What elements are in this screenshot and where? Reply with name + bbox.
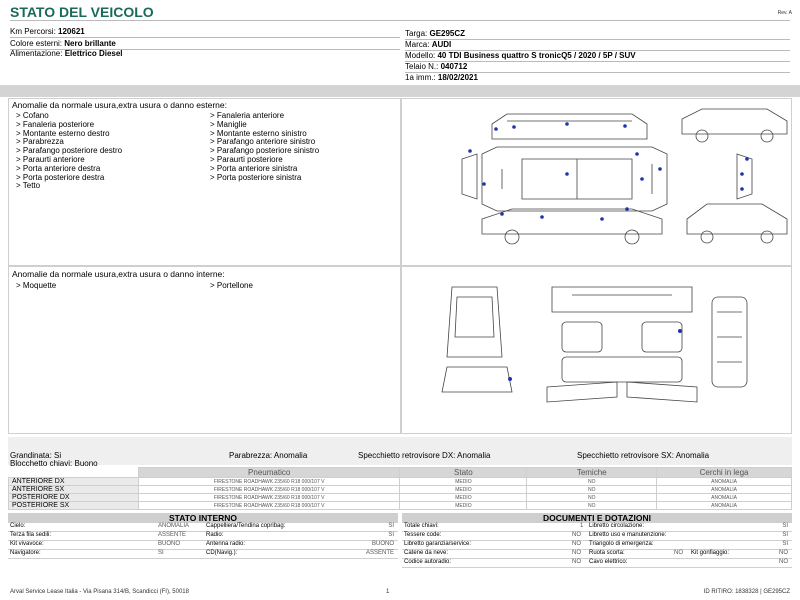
tyres-table (8, 467, 792, 510)
document-label: Catene da neve: (404, 550, 449, 556)
tyre-position: ANTERIORE SX (9, 486, 139, 494)
list-item: > Portellone (210, 281, 253, 290)
documents-table (402, 523, 792, 568)
header-cell: Stato (400, 468, 527, 478)
document-label: Tessere code: (404, 532, 442, 538)
model-label: Modello: (405, 51, 436, 60)
document-value: SI (782, 532, 788, 538)
km-label: Km Percorsi: (10, 27, 56, 36)
internal-anomalies-title: Anomalie da normale usura,extra usura o danno interne: (12, 269, 225, 279)
external-diagram-panel (401, 98, 792, 266)
table-row (8, 550, 398, 559)
section-band (0, 85, 800, 97)
tyre-state: MEDIO (400, 502, 527, 510)
list-item: > Porta posteriore destra (16, 172, 105, 182)
document-value: SI (782, 541, 788, 547)
document-value: 1 (580, 523, 584, 529)
internal-list-col2 (210, 282, 253, 291)
interior-label: Cielo: (10, 523, 26, 529)
document-label: Cavo elettrico: (589, 559, 628, 565)
tyre-state: MEDIO (400, 494, 527, 502)
external-anomalies-title: Anomalie da normale usura,extra usura o danno esterne: (12, 100, 227, 110)
tyre-model: FIRESTONE ROADHAWK 235/60 R18 000/107 V (138, 486, 400, 494)
chassis-row (405, 62, 467, 71)
interior-label: Terza fila sedili: (10, 532, 52, 538)
car-interior-diagram (402, 267, 791, 433)
keys-block-status: Blocchetto chiavi: Buono (10, 459, 98, 468)
model-value: 40 TDI Business quattro S tronicQ5 / 2020 / 5P / SUV (437, 51, 636, 60)
model-row (405, 51, 636, 60)
color-row (10, 39, 116, 48)
table-row (402, 550, 792, 559)
footer-address: Arval Service Lease Italia - Via Pisana 314/B, Scandicci (FI), 50018 (10, 589, 189, 595)
header-cell: Temiche (527, 468, 657, 478)
color-label: Colore esterni: (10, 39, 63, 48)
document-value: NO (779, 559, 788, 565)
interior-value: SI (388, 523, 394, 529)
car-exterior-diagram (402, 99, 791, 265)
fuel-value: Elettrico Diesel (64, 49, 123, 58)
tyre-rim: ANOMALIA (657, 486, 792, 494)
mirror-dx-status: Specchietto retrovisore DX: Anomalia (358, 451, 491, 460)
table-row (402, 559, 792, 568)
divider (10, 37, 400, 38)
list-item: > Cofano (16, 111, 49, 120)
document-label: Libretto circolazione: (589, 523, 645, 529)
list-item: > Porta anteriore sinistra (210, 163, 298, 173)
list-item: > Fanaleria anteriore (210, 111, 285, 120)
internal-diagram-panel (401, 266, 792, 434)
external-list-col2 (210, 112, 319, 182)
footer-id: ID RITIRO: 1838328 | GE295CZ (703, 589, 790, 595)
document-value: NO (572, 559, 581, 565)
interior-value: ANOMALIA (158, 523, 190, 529)
tyre-rim: ANOMALIA (657, 502, 792, 510)
tyre-position: POSTERIORE DX (9, 494, 139, 502)
tyre-model: FIRESTONE ROADHAWK 235/60 R18 000/107 V (138, 502, 400, 510)
document-label: Libretto garanzia/service: (404, 541, 472, 547)
document-label: Kit gonfiaggio: (691, 550, 730, 556)
tyre-model: FIRESTONE ROADHAWK 235/60 R18 000/107 V (138, 494, 400, 502)
list-item: > Porta posteriore sinistra (210, 172, 302, 182)
document-value: NO (572, 532, 581, 538)
tyre-position: POSTERIORE SX (9, 502, 139, 510)
chassis-label: Telaio N.: (405, 62, 439, 71)
document-value: NO (779, 550, 788, 556)
km-row (10, 27, 85, 36)
plate-row (405, 29, 465, 38)
tyre-rim: ANOMALIA (657, 478, 792, 486)
divider (10, 20, 790, 21)
registration-value: 18/02/2021 (437, 73, 478, 82)
fuel-row (10, 49, 123, 58)
header-cell: Pneumatico (138, 468, 400, 478)
table-header (9, 468, 792, 478)
table-row (9, 494, 792, 502)
tyre-position: ANTERIORE DX (9, 478, 139, 486)
hail-status: Grandinata: Si (10, 451, 62, 460)
list-item: > Porta anteriore destra (16, 163, 101, 173)
table-row (9, 502, 792, 510)
list-item: > Montante esterno sinistro (210, 128, 307, 138)
table-row (402, 532, 792, 541)
header-cell (9, 468, 139, 478)
document-value: NO (674, 550, 683, 556)
table-row (8, 532, 398, 541)
table-row (9, 486, 792, 494)
plate-label: Targa: (405, 29, 428, 38)
table-row (9, 478, 792, 486)
fuel-label: Alimentazione: (10, 49, 63, 58)
interior-label: Radio: (206, 532, 224, 538)
list-item: > Parafango anteriore sinistro (210, 137, 316, 147)
tyre-rim: ANOMALIA (657, 494, 792, 502)
list-item: > Maniglie (210, 119, 247, 129)
header-cell: Cerchi in lega (657, 468, 792, 478)
tyre-temiche: NO (527, 494, 657, 502)
list-item: > Moquette (16, 281, 57, 290)
list-item: > Parafango posteriore destro (16, 146, 123, 156)
interior-value: SI (158, 550, 164, 556)
table-row (8, 523, 398, 532)
mirror-sx-status: Specchietto retrovisore SX: Anomalia (577, 451, 710, 460)
interior-value: SI (388, 532, 394, 538)
interior-title: STATO INTERNO (8, 513, 398, 523)
document-label: Totale chiavi: (404, 523, 439, 529)
tyre-model: FIRESTONE ROADHAWK 235/60 R18 000/107 V (138, 478, 400, 486)
brand-label: Marca: (405, 40, 430, 49)
tyre-state: MEDIO (400, 486, 527, 494)
document-value: NO (572, 541, 581, 547)
windshield-status: Parabrezza: Anomalia (229, 451, 308, 460)
tyre-state: MEDIO (400, 478, 527, 486)
document-value: SI (782, 523, 788, 529)
internal-list-col1 (16, 282, 56, 291)
documents-title: DOCUMENTI E DOTAZIONI (402, 513, 792, 523)
color-value: Nero brillante (64, 39, 116, 48)
list-item: > Parafango posteriore sinistro (210, 146, 320, 156)
plate-value: GE295CZ (429, 29, 466, 38)
table-row (8, 541, 398, 550)
list-item: > Paraurti anteriore (16, 154, 85, 164)
brand-value: AUDI (431, 40, 452, 49)
registration-label: 1a imm.: (405, 73, 436, 82)
chassis-value: 040712 (440, 62, 468, 71)
brand-row (405, 40, 451, 49)
list-item: > Paraurti posteriore (210, 154, 283, 164)
table-row (402, 523, 792, 532)
interior-label: Cappelliera/Tendina copribag: (206, 523, 286, 529)
registration-row (405, 73, 478, 82)
interior-value: ASSENTE (158, 532, 187, 538)
interior-table (8, 523, 398, 559)
page-title: STATO DEL VEICOLO (10, 4, 154, 20)
document-value: NO (572, 550, 581, 556)
km-value: 120621 (58, 27, 85, 36)
tyre-temiche: NO (527, 502, 657, 510)
interior-value: BUONO (371, 541, 394, 547)
list-item: > Parabrezza (16, 137, 64, 147)
list-item: > Montante esterno destro (16, 128, 110, 138)
interior-value: BUONO (158, 541, 181, 547)
list-item: > Tetto (16, 181, 41, 191)
revision-label: Rev. A (777, 10, 792, 16)
list-item: > Fanaleria posteriore (16, 119, 95, 129)
interior-label: Kit vivavoce: (10, 541, 44, 547)
interior-label: CD(Navig.): (206, 550, 238, 556)
interior-label: Antenna radio: (206, 541, 246, 547)
footer-page-number: 1 (386, 589, 390, 595)
interior-label: Navigatore: (10, 550, 41, 556)
document-label: Libretto uso e manutenzione: (589, 532, 667, 538)
tyre-temiche: NO (527, 486, 657, 494)
divider (405, 39, 790, 40)
document-label: Codice autoradio: (404, 559, 452, 565)
internal-anomalies-panel (8, 266, 401, 434)
document-label: Ruota scorta: (589, 550, 625, 556)
tyre-temiche: NO (527, 478, 657, 486)
external-list-col1 (16, 112, 122, 191)
interior-value: ASSENTE (365, 550, 394, 556)
table-row (402, 541, 792, 550)
document-label: Triangolo di emergenza: (589, 541, 654, 547)
